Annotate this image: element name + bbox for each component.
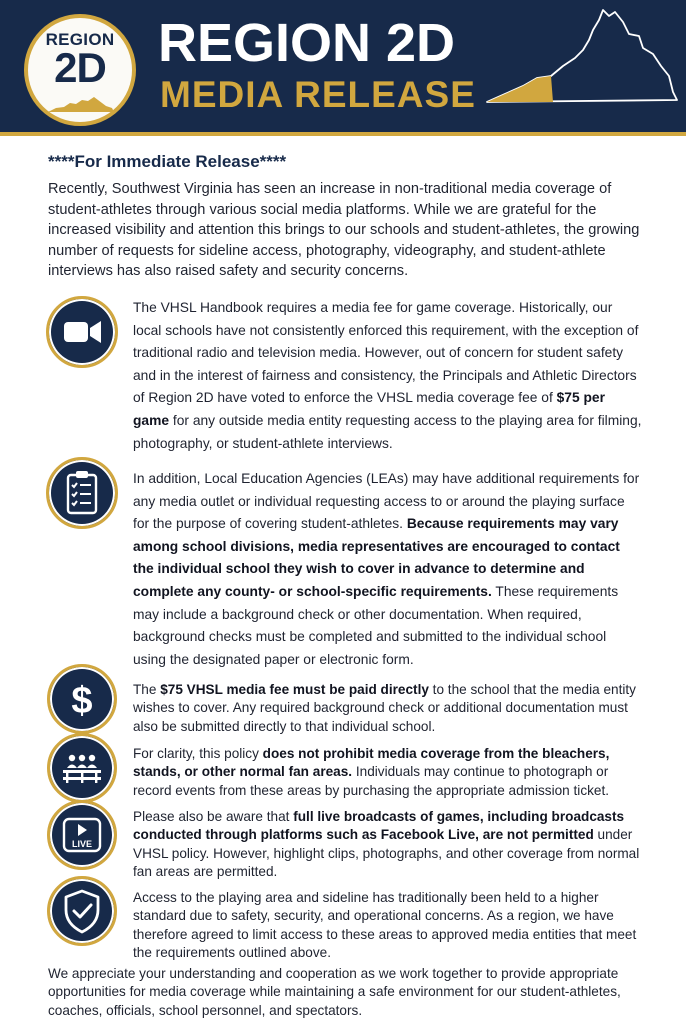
body-text: Please also be aware that [133, 809, 294, 824]
live-broadcast-icon [47, 800, 117, 870]
emphasis-text: $75 VHSL media fee must be paid directly [160, 682, 429, 697]
body-text: for any outside media entity requesting access to the playing area for filming, photography, or student-athlete interviews. [133, 412, 642, 451]
body-text: Individuals may continue to photograph or record events from these areas by purchasing the appropriate admission ticket. [133, 764, 610, 798]
body-text: under VHSL policy. However, highlight clips, photographs, and other coverage from normal fan areas are permitted. [133, 827, 640, 879]
body-text: For clarity, this policy [133, 746, 263, 761]
banner-gold-stripe [0, 132, 686, 136]
virginia-map-icon [483, 6, 679, 106]
section-live-broadcast-text [133, 808, 643, 881]
body-text: The [133, 682, 161, 697]
body-text: to the school that the media entity wishes to cover. Any required background check or additional documentation must also be submitted directly to that individual school. [133, 682, 636, 734]
region-logo-badge [24, 14, 136, 126]
shield-check-icon [47, 876, 117, 946]
emphasis-text: full live broadcasts of games, including broadcasts conducted through platforms such as Facebook Live, are not permitted [133, 809, 625, 843]
closing-paragraph: We appreciate your understanding and cooperation as we work together to provide appropriate opportunities for media coverage while maintaining a safe environment for our student-athletes, coaches, officials, school personnel, and spectators. [48, 966, 621, 1018]
body-text: These requirements may include a background check or other documentation. When required, background checks must be completed and submitted to the individual school using the designated paper or electronic form. [133, 583, 619, 667]
badge-region-text: REGION [45, 30, 115, 49]
virginia-state-icon [46, 94, 116, 114]
body-text: Access to the playing area and sideline has traditionally been held to a higher standard due to safety, security, and operational concerns. As a region, we have therefore agreed to limit access to these areas to approved media entities that meet the requirements outlined above. [133, 890, 637, 960]
svg-text:$: $ [71, 680, 93, 722]
body-text: The VHSL Handbook requires a media fee for game coverage. Historically, our local schools have not consistently enforced this requirement, with the exception of traditional radio and television media. However, out of concern for student safety and in the interest of fairness and consistency, the Principals and Athletic Directors of Region 2D have voted to enforce the VHSL media coverage fee of [133, 300, 639, 406]
badge-2d-text: 2D [54, 44, 106, 91]
dollar-sign-icon [47, 664, 117, 734]
intro-paragraph: Recently, Southwest Virginia has seen an increase in non-traditional media coverage of student-athletes through various social media platforms. While we are grateful for the increased visibility and attention this brings to our schools and student-athletes, the growing number of requests for sideline access, photography, videography, and student-athlete interviews has also raised safety and security concerns. [48, 181, 640, 279]
emphasis-text: does not prohibit media coverage from the bleachers, stands, or other normal fan areas. [133, 746, 610, 780]
body-text: In addition, Local Education Agencies (LEAs) may have additional requirements for any media outlet or individual requesting access to or around the playing surface for the purpose of covering student-athletes. [133, 471, 640, 532]
section-access-text [133, 889, 643, 962]
emphasis-text: Because requirements may vary among school divisions, media representatives are encouraged to contact the individual school they wish to cover in advance to determine and complete any county- or school-specific requirements. [133, 516, 620, 599]
header-banner [0, 0, 686, 132]
release-heading: ****For Immediate Release**** [48, 152, 287, 171]
banner-title: REGION 2D [158, 13, 456, 73]
live-label: LIVE [71, 839, 93, 849]
emphasis-text: $75 per game [133, 390, 605, 428]
banner-subtitle: MEDIA RELEASE [160, 74, 476, 115]
section-media-fee-text [133, 297, 643, 455]
bleachers-crowd-icon [47, 733, 117, 803]
section-fan-areas-text [133, 745, 643, 800]
section-lea-requirements-text [133, 468, 643, 671]
clipboard-checklist-icon [46, 457, 118, 529]
video-camera-icon [46, 296, 118, 368]
section-fee-payment-text [133, 681, 643, 736]
